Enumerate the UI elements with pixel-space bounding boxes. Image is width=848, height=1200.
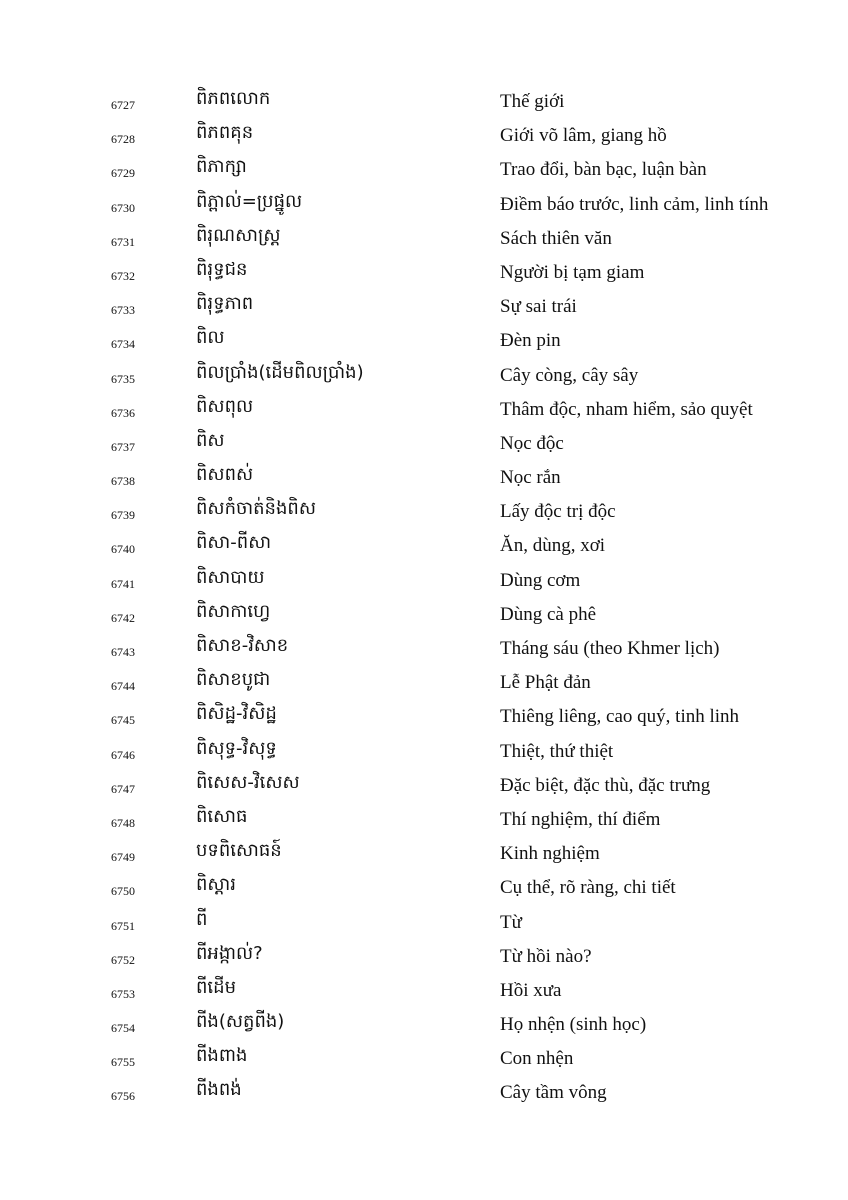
entry-row — [0, 872, 848, 906]
entry-number: 6754 — [111, 1021, 135, 1036]
entry-number: 6737 — [111, 439, 135, 454]
khmer-term: ពិសពុល — [196, 395, 254, 417]
vietnamese-meaning: Đèn pin — [500, 330, 561, 352]
entry-row — [0, 360, 848, 394]
khmer-term: ពិភាក្សា — [196, 156, 247, 178]
entry-number: 6743 — [111, 645, 135, 659]
entry-row — [0, 154, 848, 188]
entry-row — [0, 736, 848, 770]
entry-row — [0, 1077, 848, 1111]
vietnamese-meaning: Giới võ lâm, giang hồ — [500, 125, 667, 147]
vietnamese-meaning: Thế giới — [500, 91, 565, 112]
entry-number: 6756 — [111, 1089, 135, 1104]
entry-number: 6751 — [111, 918, 135, 933]
entry-number: 6745 — [111, 713, 135, 728]
khmer-term: ពីងពាង — [196, 1045, 248, 1067]
vietnamese-meaning: Cụ thể, rõ ràng, chi tiết — [500, 877, 676, 899]
vietnamese-meaning: Kinh nghiệm — [500, 843, 600, 865]
vietnamese-meaning: Nọc độc — [500, 432, 564, 454]
vietnamese-meaning: Người bị tạm giam — [500, 261, 645, 283]
entry-row — [0, 667, 848, 701]
vietnamese-meaning: Điềm báo trước, linh cảm, linh tính — [500, 193, 769, 215]
vietnamese-meaning: Lễ Phật đản — [500, 672, 591, 694]
entry-number: 6736 — [111, 405, 135, 420]
entry-number: 6741 — [111, 576, 135, 591]
entry-number: 6750 — [111, 884, 135, 899]
khmer-term: ពិភពលោក — [196, 88, 271, 109]
vietnamese-meaning: Tháng sáu (theo Khmer lịch) — [500, 638, 720, 659]
entry-number: 6727 — [111, 98, 135, 112]
entry-row — [0, 941, 848, 975]
entry-list — [0, 86, 848, 1112]
entry-number: 6740 — [111, 542, 135, 557]
entry-row — [0, 1043, 848, 1077]
entry-number: 6746 — [111, 747, 135, 762]
vietnamese-meaning: Thâm độc, nham hiểm, sảo quyệt — [500, 398, 753, 420]
entry-row — [0, 257, 848, 291]
entry-row — [0, 325, 848, 359]
entry-row — [0, 804, 848, 838]
vietnamese-meaning: Dùng cơm — [500, 569, 581, 591]
entry-row — [0, 838, 848, 872]
entry-number: 6742 — [111, 610, 135, 625]
entry-row — [0, 633, 848, 667]
vietnamese-meaning: Sách thiên văn — [500, 227, 612, 249]
khmer-term: ពីអង្កាល់? — [196, 942, 263, 964]
entry-number: 6738 — [111, 474, 135, 489]
entry-number: 6733 — [111, 303, 135, 318]
entry-row — [0, 189, 848, 223]
khmer-term: ពិស — [196, 429, 225, 451]
entry-number: 6748 — [111, 815, 135, 830]
entry-row — [0, 975, 848, 1009]
khmer-term: ពិស្តារ — [196, 874, 236, 896]
khmer-term: ពិសិដ្ឋ-វិសិដ្ឋ — [196, 703, 277, 725]
entry-number: 6753 — [111, 986, 135, 1001]
vietnamese-meaning: Nọc rắn — [500, 467, 561, 489]
entry-row — [0, 462, 848, 496]
entry-row — [0, 565, 848, 599]
entry-row — [0, 1009, 848, 1043]
entry-row — [0, 599, 848, 633]
khmer-term: ពិភ្ពាល់=ប្រផ្នូល — [196, 190, 303, 212]
khmer-term: ពិរុណសាស្ត្រ — [196, 224, 281, 246]
khmer-term: ពិរុទ្ធជន — [196, 258, 248, 280]
entry-row — [0, 530, 848, 564]
vietnamese-meaning: Con nhện — [500, 1048, 574, 1070]
entry-row — [0, 428, 848, 462]
khmer-term: ពិសពស់ — [196, 464, 254, 486]
vietnamese-meaning: Đặc biệt, đặc thù, đặc trưng — [500, 774, 711, 796]
vietnamese-meaning: Họ nhện (sinh học) — [500, 1014, 647, 1036]
entry-number: 6734 — [111, 337, 135, 352]
khmer-term: ពិល — [196, 327, 225, 349]
khmer-term: ពិសាខបូជា — [196, 669, 271, 691]
entry-number: 6730 — [111, 200, 135, 215]
vietnamese-meaning: Từ — [500, 911, 522, 933]
vietnamese-meaning: Dùng cà phê — [500, 603, 597, 625]
khmer-term: ពិសកំចាត់និងពិស — [196, 498, 316, 520]
khmer-term: ពីងពង់ — [196, 1079, 242, 1101]
khmer-term: ពីង(សត្វពីង) — [196, 1011, 285, 1033]
khmer-term: ពីដើម — [196, 976, 236, 998]
khmer-term: ពី — [196, 908, 208, 930]
khmer-term: ពិសា-ពីសា — [196, 532, 272, 554]
entry-number: 6731 — [111, 234, 135, 249]
vietnamese-meaning: Thí nghiệm, thí điểm — [500, 808, 661, 830]
vietnamese-meaning: Thiêng liêng, cao quý, tinh linh — [500, 706, 740, 728]
khmer-term: ពិសាខ-វិសាខ — [196, 635, 289, 656]
entry-number: 6739 — [111, 508, 135, 523]
vietnamese-meaning: Cây còng, cây sây — [500, 364, 639, 386]
vietnamese-meaning: Sự sai trái — [500, 296, 577, 318]
entry-number: 6729 — [111, 166, 135, 181]
khmer-term: ពិសុទ្ធ-វិសុទ្ធ — [196, 737, 277, 759]
entry-number: 6732 — [111, 268, 135, 283]
entry-number: 6755 — [111, 1055, 135, 1070]
vietnamese-meaning: Cây tầm vông — [500, 1082, 607, 1104]
entry-number: 6728 — [111, 132, 135, 147]
entry-row — [0, 907, 848, 941]
vietnamese-meaning: Ăn, dùng, xơi — [500, 535, 606, 557]
entry-row — [0, 291, 848, 325]
vietnamese-meaning: Từ hồi nào? — [500, 945, 592, 967]
vietnamese-meaning: Lấy độc trị độc — [500, 501, 616, 523]
khmer-term: ពិសាបាយ — [196, 566, 265, 588]
khmer-term: ពិសេស-វិសេស — [196, 771, 300, 793]
khmer-term: បទពិសោធន៍ — [196, 840, 282, 862]
khmer-term: ពិសាកាហ្វេ — [196, 600, 271, 622]
entry-row — [0, 496, 848, 530]
entry-row — [0, 223, 848, 257]
entry-row — [0, 770, 848, 804]
khmer-term: ពិភពគុន — [196, 122, 254, 144]
entry-number: 6744 — [111, 679, 135, 694]
vietnamese-meaning: Trao đổi, bàn bạc, luận bàn — [500, 159, 707, 181]
khmer-term: ពិរុទ្ធភាព — [196, 293, 254, 315]
entry-row — [0, 86, 848, 120]
entry-number: 6752 — [111, 952, 135, 967]
vietnamese-meaning: Hồi xưa — [500, 979, 562, 1001]
entry-row — [0, 394, 848, 428]
entry-number: 6749 — [111, 850, 135, 865]
khmer-term: ពិលប្រាំង(ដើមពិលប្រាំង) — [196, 361, 364, 383]
entry-row — [0, 701, 848, 735]
entry-row — [0, 120, 848, 154]
vietnamese-meaning: Thiệt, thứ thiệt — [500, 740, 614, 762]
khmer-term: ពិសោធ — [196, 805, 248, 827]
entry-number: 6735 — [111, 371, 135, 386]
entry-number: 6747 — [111, 781, 135, 796]
